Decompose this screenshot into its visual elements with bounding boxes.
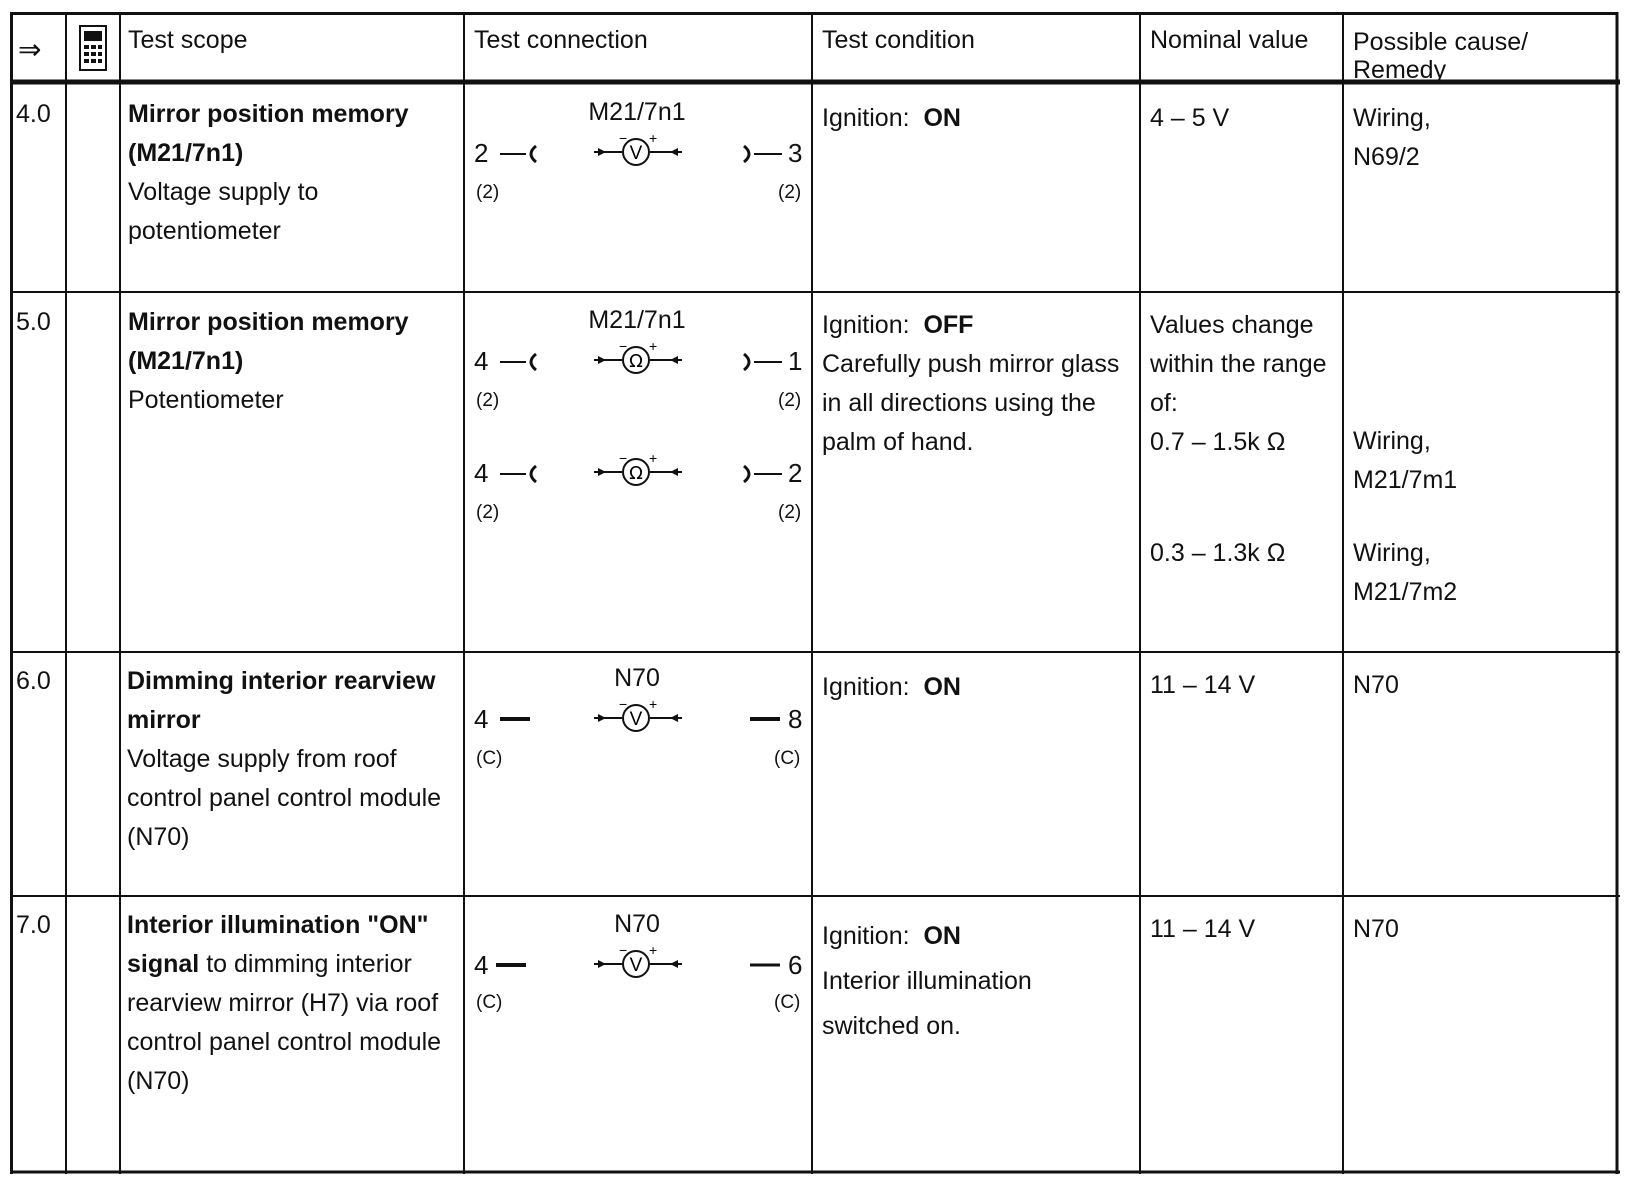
pin-right: 1 xyxy=(788,346,803,376)
test-condition: Ignition: ON xyxy=(822,104,961,132)
step-number: 4.0 xyxy=(16,100,51,128)
svg-text:−: − xyxy=(619,132,628,146)
nominal-value: Values change within the range of: 0.7 – 1.5k Ω xyxy=(1150,311,1327,456)
test-scope: Mirror position memory (M21/7n1) Voltage supply to potentiometer xyxy=(128,100,409,245)
terminal-connector-icon xyxy=(746,955,786,975)
pin-left: 2 xyxy=(474,138,489,168)
pin-left-sub: (C) xyxy=(476,748,503,769)
test-scope: Dimming interior rearview mirror Voltage supply from roof control panel control module (N70) xyxy=(127,667,442,851)
pin-right: 3 xyxy=(788,138,803,168)
possible-cause: Wiring, N69/2 xyxy=(1353,104,1431,171)
pin-right: 6 xyxy=(788,950,803,980)
pin-left: 4 xyxy=(474,346,489,376)
pin-right-sub: (2) xyxy=(778,502,802,523)
svg-text:Ω: Ω xyxy=(629,351,643,372)
component-label: M21/7n1 xyxy=(588,306,686,334)
pin-right-sub: (2) xyxy=(778,390,802,411)
svg-text:V: V xyxy=(629,709,643,730)
plug-connector-icon xyxy=(740,347,786,377)
svg-text:+: + xyxy=(649,698,658,712)
component-label: M21/7n1 xyxy=(588,98,686,126)
socket-connector-icon xyxy=(496,347,542,377)
test-scope: Mirror position memory (M21/7n1) Potentiometer xyxy=(128,308,409,414)
pin-right: 2 xyxy=(788,458,803,488)
plug-connector-icon xyxy=(740,139,786,169)
svg-text:V: V xyxy=(629,955,643,976)
possible-cause-b: Wiring, M21/7m2 xyxy=(1353,539,1458,606)
possible-cause: N70 xyxy=(1353,915,1399,943)
possible-cause: N70 xyxy=(1353,671,1399,699)
terminal-connector-icon xyxy=(496,709,536,729)
svg-text:−: − xyxy=(619,452,628,466)
svg-text:Ω: Ω xyxy=(629,463,643,484)
component-label: N70 xyxy=(614,910,660,938)
pin-left: 4 xyxy=(474,458,489,488)
header-arrow: ⇒ xyxy=(18,34,42,65)
svg-text:+: + xyxy=(649,340,658,354)
header-test-connection: Test connection xyxy=(474,26,648,54)
svg-text:−: − xyxy=(619,698,628,712)
plug-connector-icon xyxy=(740,459,786,489)
svg-text:−: − xyxy=(619,340,628,354)
step-number: 5.0 xyxy=(16,308,51,336)
socket-connector-icon xyxy=(496,139,542,169)
nominal-value: 11 – 14 V xyxy=(1150,915,1256,943)
pin-right: 8 xyxy=(788,704,803,734)
terminal-connector-icon xyxy=(492,955,532,975)
test-condition: Ignition: ON Interior illumination switched on. xyxy=(822,922,1032,1040)
pin-left-sub: (2) xyxy=(476,502,500,523)
nominal-value-b: 0.3 – 1.3k Ω xyxy=(1150,539,1286,567)
svg-text:−: − xyxy=(619,944,628,958)
pin-left-sub: (2) xyxy=(476,390,500,411)
pin-left: 4 xyxy=(474,950,489,980)
voltmeter-icon xyxy=(592,132,684,172)
component-label: N70 xyxy=(614,664,660,692)
test-table xyxy=(10,12,1620,1175)
header-possible-cause: Possible cause/ Remedy xyxy=(1353,28,1529,84)
test-condition: Ignition: ON xyxy=(822,673,961,701)
pin-right-sub: (C) xyxy=(774,992,801,1013)
pin-left-sub: (C) xyxy=(476,992,503,1013)
header-nominal-value: Nominal value xyxy=(1150,26,1309,54)
svg-text:+: + xyxy=(649,132,658,146)
pin-left-sub: (2) xyxy=(476,182,500,203)
nominal-value: 4 – 5 V xyxy=(1150,104,1230,132)
pin-left: 4 xyxy=(474,704,489,734)
svg-text:+: + xyxy=(649,944,658,958)
terminal-connector-icon xyxy=(746,709,786,729)
header-test-condition: Test condition xyxy=(822,26,975,54)
voltmeter-icon xyxy=(592,944,684,984)
socket-connector-icon xyxy=(496,459,542,489)
header-test-scope: Test scope xyxy=(128,26,248,54)
test-scope: Interior illumination "ON" signal to dimming interior rearview mirror (H7) via roof control panel control module (N70) xyxy=(127,911,442,1095)
ohmmeter-icon xyxy=(592,340,684,380)
pin-right-sub: (C) xyxy=(774,748,801,769)
svg-text:+: + xyxy=(649,452,658,466)
step-number: 6.0 xyxy=(16,667,51,695)
svg-text:V: V xyxy=(629,143,643,164)
tester-icon xyxy=(72,24,114,86)
test-condition: Ignition: OFF Carefully push mirror glass in all directions using the palm of hand. xyxy=(822,311,1120,456)
pin-right-sub: (2) xyxy=(778,182,802,203)
possible-cause: Wiring, M21/7m1 xyxy=(1353,427,1458,494)
nominal-value: 11 – 14 V xyxy=(1150,671,1256,699)
step-number: 7.0 xyxy=(16,911,51,939)
ohmmeter-icon xyxy=(592,452,684,492)
voltmeter-icon xyxy=(592,698,684,738)
